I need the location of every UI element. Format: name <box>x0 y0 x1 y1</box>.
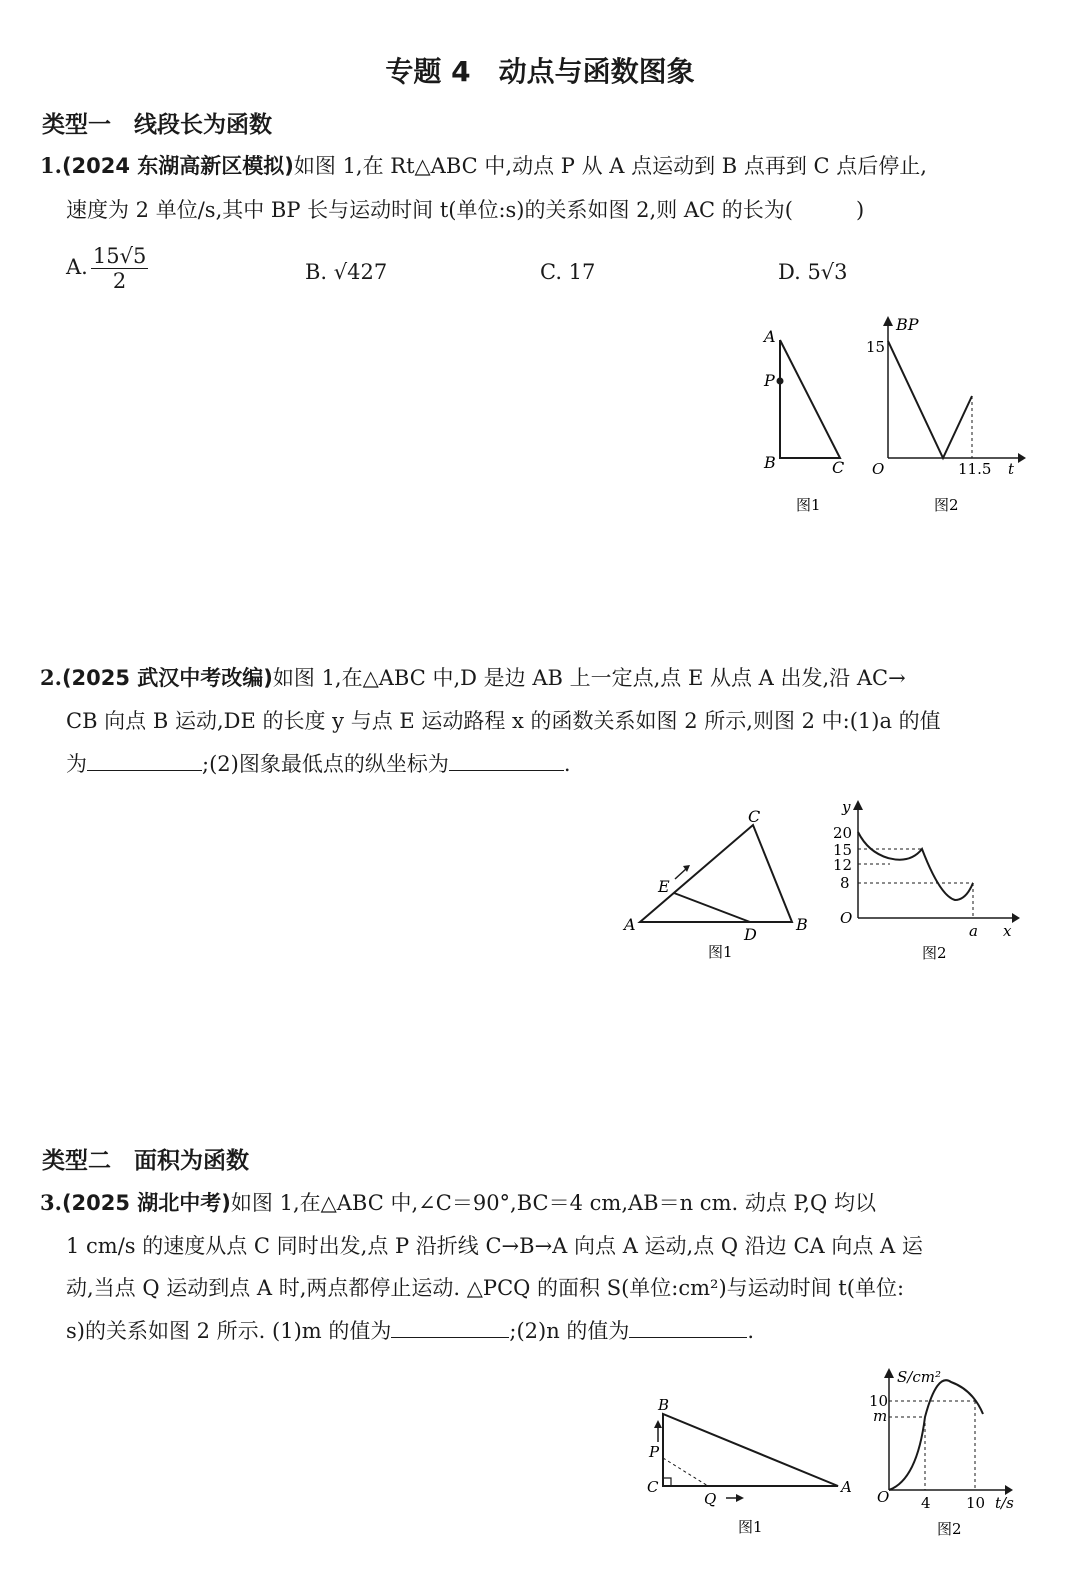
q1-fig2-graph <box>888 341 972 458</box>
q2-answer-blank-2[interactable] <box>449 752 564 771</box>
q1-fig1-label-p: P <box>764 371 775 390</box>
q3-fig1-triangle <box>663 1414 838 1486</box>
q2-fig1-direction-arrow <box>675 868 687 879</box>
q3-fig1-label-p: P <box>649 1443 660 1461</box>
q2-fig2-tick-a: a <box>969 922 978 940</box>
q2-fig1-label-c: C <box>748 807 761 826</box>
q3-fig1-arrow-p-head <box>654 1420 662 1428</box>
q2-line-3 <box>66 748 571 778</box>
q3-figure-1 <box>640 1390 860 1540</box>
q3-answer-blank-2[interactable] <box>629 1319 747 1338</box>
q3-fig2-ylabel: S/cm² <box>897 1368 941 1386</box>
q1-line-1 <box>40 150 927 180</box>
q3-line-4 <box>66 1315 754 1345</box>
q2-source: (2025 武汉中考改编) <box>61 666 273 690</box>
page-title: 专题 4 动点与函数图象 <box>385 55 695 88</box>
q2-line-1 <box>40 662 906 692</box>
q3-answer-blank-1[interactable] <box>391 1319 509 1338</box>
q2-fig1-segment-de <box>674 893 750 922</box>
q2-fig1-triangle <box>640 825 792 922</box>
q3-fig2-caption: 图2 <box>937 1520 962 1538</box>
q3-source: (2025 湖北中考) <box>61 1191 231 1215</box>
q1-fig2-xlabel: t <box>1008 460 1015 478</box>
q3-text-4c: . <box>747 1319 755 1343</box>
q1-source: (2024 东湖高新区模拟) <box>61 154 294 178</box>
q1-number: 1. <box>40 153 62 178</box>
q1-fig1-label-c: C <box>832 458 845 477</box>
q3-fig2-tick-10x: 10 <box>966 1494 986 1512</box>
q2-fig1-caption: 图1 <box>708 943 733 961</box>
q2-fig1-label-d: D <box>744 925 757 944</box>
q1-option-b[interactable]: B. √427 <box>305 260 388 284</box>
section-heading-type-one: 类型一 线段长为函数 <box>42 112 272 138</box>
q1-option-a-denominator: 2 <box>112 269 127 293</box>
q3-fig1-label-a: A <box>841 1478 852 1496</box>
q2-answer-blank-1[interactable] <box>87 752 202 771</box>
q3-line-2: 1 cm/s 的速度从点 C 同时出发,点 P 沿折线 C→B→A 向点 A 运动,点 Q 沿边 CA 向点 A 运 <box>66 1234 923 1258</box>
q3-number: 3. <box>40 1190 62 1215</box>
q1-fig2-ylabel: BP <box>896 315 919 334</box>
q1-text-1: 如图 1,在 Rt△ABC 中,动点 P 从 A 点运动到 B 点再到 C 点后停止, <box>293 154 927 178</box>
q1-fig2-y-arrow <box>883 316 893 326</box>
q2-fig2-origin: O <box>840 909 853 927</box>
q3-fig2-xlabel: t/s <box>995 1494 1014 1512</box>
q2-fig2-tick-12: 12 <box>833 856 853 874</box>
q3-text-4a: s)的关系如图 2 所示. (1)m 的值为 <box>66 1319 392 1343</box>
q3-figure-2 <box>865 1362 1035 1542</box>
q1-option-a[interactable] <box>66 244 148 293</box>
q3-text-1: 如图 1,在△ABC 中,∠C＝90°,BC＝4 cm,AB＝n cm. 动点 P,Q 均以 <box>230 1191 876 1215</box>
q3-fig1-right-angle <box>663 1478 671 1486</box>
q2-fig2-caption: 图2 <box>922 944 947 962</box>
q2-fig1-label-a: A <box>624 915 636 934</box>
q2-fig2-y-arrow <box>853 800 863 810</box>
q2-fig2-xlabel: x <box>1003 922 1012 940</box>
q2-figure-2 <box>830 796 1030 966</box>
q3-fig1-segment-pq <box>663 1458 708 1486</box>
q1-fig1-label-b: B <box>764 453 776 472</box>
q2-fig2-tick-8: 8 <box>840 874 850 892</box>
q1-option-a-numerator: 15√5 <box>92 244 147 268</box>
q1-figure-2 <box>860 312 1030 520</box>
q3-fig2-graph <box>889 1380 983 1490</box>
q3-fig1-arrow-q-head <box>736 1494 744 1502</box>
q2-fig2-ylabel: y <box>842 798 851 816</box>
q1-fig2-caption: 图2 <box>934 496 959 514</box>
q2-figure-1 <box>620 800 820 965</box>
q1-fig1-label-a: A <box>764 327 776 346</box>
q3-fig2-tick-10: 10 <box>869 1392 889 1410</box>
q2-text-3a: 为 <box>66 752 87 776</box>
q2-fig2-tick-15: 15 <box>833 841 853 859</box>
q2-text-3b: ;(2)图象最低点的纵坐标为 <box>202 752 449 776</box>
q3-fig2-y-arrow <box>884 1368 894 1378</box>
q1-option-a-label: A. <box>66 255 88 279</box>
q3-fig2-tick-4: 4 <box>921 1494 931 1512</box>
section-heading-type-two: 类型二 面积为函数 <box>42 1148 249 1174</box>
q2-fig2-graph <box>858 832 973 900</box>
q1-fig2-tick-11-5: 11.5 <box>958 460 992 478</box>
q3-fig1-label-q: Q <box>704 1490 717 1508</box>
q3-fig1-label-b: B <box>658 1396 670 1414</box>
q3-line-1 <box>40 1187 876 1217</box>
q1-fig2-x-arrow <box>1018 453 1026 463</box>
q3-fig2-tick-m: m <box>873 1407 888 1425</box>
q3-line-3: 动,当点 Q 运动到点 A 时,两点都停止运动. △PCQ 的面积 S(单位:cm²)与运动时间 t(单位: <box>66 1276 905 1300</box>
q2-text-1: 如图 1,在△ABC 中,D 是边 AB 上一定点,点 E 从点 A 出发,沿 AC→ <box>272 666 906 690</box>
q2-fig1-label-e: E <box>658 877 670 896</box>
q2-number: 2. <box>40 665 62 690</box>
q3-fig2-origin: O <box>877 1488 890 1506</box>
q1-option-c[interactable]: C. 17 <box>540 260 596 284</box>
q1-line-2: 速度为 2 单位/s,其中 BP 长与运动时间 t(单位:s)的关系如图 2,则 AC 的长为( ) <box>66 198 865 222</box>
q1-fig1-triangle <box>780 340 840 458</box>
q1-fig1-point-p <box>777 378 784 385</box>
q2-text-3c: . <box>563 752 571 776</box>
q3-fig1-label-c: C <box>647 1478 659 1496</box>
q3-fig1-caption: 图1 <box>738 1518 763 1536</box>
q2-fig2-tick-20: 20 <box>833 824 853 842</box>
q1-fig2-tick-15: 15 <box>866 338 886 356</box>
q1-option-a-fraction <box>91 244 148 293</box>
q2-fig2-x-arrow <box>1012 913 1020 923</box>
q3-text-4b: ;(2)n 的值为 <box>509 1319 630 1343</box>
q1-option-d[interactable]: D. 5√3 <box>778 260 848 284</box>
q1-fig2-origin: O <box>872 460 885 478</box>
q1-fig1-caption: 图1 <box>796 496 821 514</box>
q2-line-2: CB 向点 B 运动,DE 的长度 y 与点 E 运动路程 x 的函数关系如图 2 所示,则图 2 中:(1)a 的值 <box>66 709 941 733</box>
q1-figure-1 <box>750 320 860 520</box>
q2-fig1-label-b: B <box>796 915 808 934</box>
